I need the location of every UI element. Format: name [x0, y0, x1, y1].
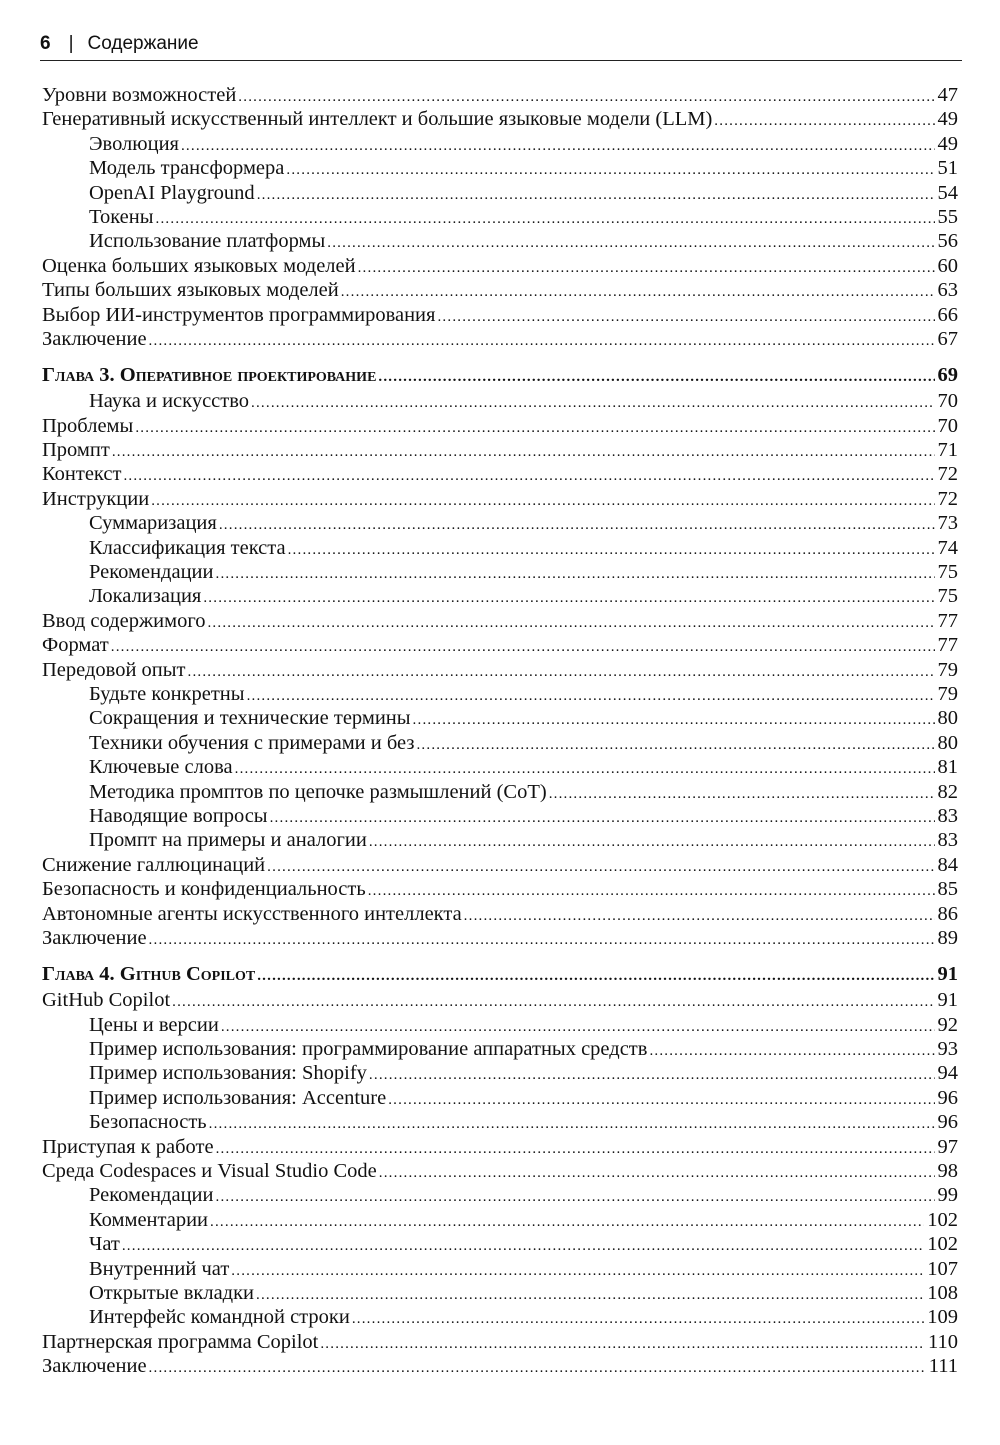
toc-dot-leader: [123, 464, 934, 486]
toc-entry[interactable]: [42, 205, 958, 229]
toc-dot-leader: [209, 1112, 935, 1134]
toc-entry[interactable]: [42, 536, 958, 560]
toc-dot-leader: [181, 134, 935, 156]
toc-entry-title: Среда Codespaces и Visual Studio Code: [42, 1160, 377, 1183]
toc-entry-title: Использование платформы: [89, 230, 326, 253]
toc-dot-leader: [416, 733, 934, 755]
toc-entry-title: Безопасность: [89, 1111, 207, 1134]
toc-entry-title: Комментарии: [89, 1208, 209, 1231]
toc-entry[interactable]: [42, 1183, 958, 1207]
toc-entry-page: 47: [937, 84, 958, 106]
toc-entry-page: 73: [937, 512, 958, 535]
toc-entry-page: 93: [937, 1038, 958, 1061]
toc-entry-page: 96: [937, 1086, 958, 1109]
toc-entry[interactable]: [42, 902, 958, 926]
toc-entry-page: 83: [937, 804, 958, 827]
toc-dot-leader: [352, 1307, 924, 1329]
toc-dot-leader: [270, 806, 935, 828]
toc-entry[interactable]: [42, 1305, 958, 1329]
toc-entry-page: 102: [927, 1208, 958, 1231]
toc-dot-leader: [388, 1088, 934, 1110]
toc-entry-page: 70: [937, 414, 958, 437]
toc-entry[interactable]: [42, 1232, 958, 1256]
toc-entry[interactable]: [42, 278, 958, 302]
toc-entry-page: 80: [937, 707, 958, 730]
toc-entry-title: Наводящие вопросы: [89, 804, 268, 827]
toc-entry-page: 92: [937, 1013, 958, 1036]
toc-entry[interactable]: [42, 682, 958, 706]
toc-dot-leader: [379, 1161, 935, 1183]
toc-dot-leader: [714, 109, 934, 131]
toc-entry-title: Чат: [89, 1233, 120, 1256]
toc-entry[interactable]: [42, 658, 958, 682]
toc-entry-title: Уровни возможностей: [42, 84, 237, 106]
toc-entry[interactable]: [42, 1061, 958, 1085]
toc-entry-page: 109: [927, 1306, 958, 1329]
toc-entry-page: 49: [937, 132, 958, 155]
toc-entry-page: 69: [937, 364, 958, 387]
toc-entry[interactable]: [42, 511, 958, 535]
toc-entry-page: 77: [937, 609, 958, 632]
toc-entry-page: 98: [937, 1160, 958, 1183]
toc-entry[interactable]: [42, 107, 958, 131]
toc-entry-title: Заключение: [42, 926, 147, 949]
toc-dot-leader: [368, 879, 935, 901]
toc-entry[interactable]: [42, 462, 958, 486]
toc-entry-title: Безопасность и конфиденциальность: [42, 878, 366, 901]
toc-entry[interactable]: [42, 706, 958, 730]
toc-entry-page: 72: [937, 463, 958, 486]
toc-entry-page: 99: [937, 1184, 958, 1207]
toc-dot-leader: [216, 1185, 935, 1207]
toc-entry-title: Автономные агенты искусственного интеллекта: [42, 902, 462, 925]
toc-dot-leader: [238, 85, 934, 107]
toc-entry[interactable]: [42, 609, 958, 633]
toc-dot-leader: [188, 660, 935, 682]
toc-dot-leader: [156, 207, 935, 229]
toc-entry[interactable]: [42, 438, 958, 462]
toc-entry-page: 60: [937, 254, 958, 277]
toc-entry-title: Ключевые слова: [89, 756, 233, 779]
toc-entry[interactable]: [42, 1037, 958, 1061]
toc-entry-page: 71: [937, 439, 958, 462]
toc-entry-title: Промпт на примеры и аналогии: [89, 829, 367, 852]
toc-entry-title: Оценка больших языковых моделей: [42, 254, 356, 277]
toc-dot-leader: [320, 1332, 925, 1354]
toc-entry-title: Техники обучения с примерами и без: [89, 731, 415, 754]
toc-entry[interactable]: [42, 853, 958, 877]
toc-entry[interactable]: [42, 229, 958, 253]
toc-entry[interactable]: [42, 1330, 958, 1354]
toc-dot-leader: [149, 1356, 926, 1378]
toc-entry[interactable]: [42, 877, 958, 901]
toc-dot-leader: [257, 960, 934, 988]
toc-entry[interactable]: [42, 1135, 958, 1159]
toc-entry[interactable]: [42, 731, 958, 755]
toc-entry-title: Пример использования: Shopify: [89, 1062, 367, 1085]
toc-entry-page: 72: [937, 487, 958, 510]
toc-entry[interactable]: [42, 1159, 958, 1183]
toc-chapter-entry[interactable]: [42, 359, 958, 389]
toc-entry-title: Модель трансформера: [89, 157, 285, 180]
toc-dot-leader: [286, 158, 934, 180]
toc-entry-page: 82: [937, 780, 958, 803]
toc-dot-leader: [288, 538, 935, 560]
toc-entry-title: Формат: [42, 634, 109, 657]
toc-entry-title: Инструкции: [42, 487, 150, 510]
toc-dot-leader: [464, 904, 935, 926]
toc-entry-page: 75: [937, 561, 958, 584]
toc-entry-page: 56: [937, 230, 958, 253]
toc-entry-title: Локализация: [89, 585, 202, 608]
toc-entry-page: 110: [928, 1330, 958, 1353]
toc-entry-title: Типы больших языковых моделей: [42, 279, 339, 302]
toc-entry-page: 94: [937, 1062, 958, 1085]
toc-entry-title: Рекомендации: [89, 1184, 214, 1207]
toc-entry[interactable]: [42, 414, 958, 438]
toc-entry-page: 66: [937, 303, 958, 326]
toc-dot-leader: [369, 1063, 935, 1085]
toc-dot-leader: [378, 361, 934, 389]
toc-dot-leader: [267, 855, 934, 877]
toc-dot-leader: [327, 231, 934, 253]
toc-dot-leader: [221, 1015, 935, 1037]
toc-entry[interactable]: [42, 181, 958, 205]
toc-entry[interactable]: [42, 1281, 958, 1305]
toc-entry-title: OpenAI Playground: [89, 181, 255, 204]
toc-entry-page: 49: [937, 108, 958, 131]
toc-dot-leader: [549, 782, 935, 804]
toc-entry[interactable]: [42, 828, 958, 852]
toc-entry[interactable]: [42, 1354, 958, 1378]
toc-entry-title: Открытые вкладки: [89, 1281, 255, 1304]
toc-entry-page: 89: [937, 926, 958, 949]
toc-entry-page: 107: [927, 1257, 958, 1280]
toc-entry-title: Пример использования: Accenture: [89, 1086, 387, 1109]
toc-entry-title: Контекст: [42, 463, 122, 486]
toc-dot-leader: [369, 830, 935, 852]
toc-entry[interactable]: [42, 755, 958, 779]
toc-entry[interactable]: [42, 156, 958, 180]
toc-entry[interactable]: [42, 389, 958, 413]
toc-entry-title: Приступая к работе: [42, 1135, 214, 1158]
toc-entry-title: Генеративный искусственный интеллект и большие языковые модели (LLM): [42, 108, 713, 131]
toc-entry[interactable]: [42, 560, 958, 584]
toc-entry-page: 51: [937, 157, 958, 180]
toc-entry[interactable]: [42, 83, 958, 107]
toc-entry-page: 84: [937, 853, 958, 876]
toc-entry-title: Заключение: [42, 327, 147, 350]
toc-entry-page: 83: [937, 829, 958, 852]
toc-entry-title: Промпт: [42, 439, 110, 462]
toc-chapter-entry[interactable]: [42, 958, 958, 988]
toc-entry-page: 81: [937, 756, 958, 779]
toc-entry-page: 111: [928, 1355, 958, 1378]
toc-dot-leader: [235, 757, 935, 779]
toc-entry[interactable]: [42, 988, 958, 1012]
toc-entry-title: Цены и версии: [89, 1013, 219, 1036]
toc-entry-title: Глава 3. Оперативное проектирование: [42, 364, 377, 387]
toc-dot-leader: [122, 1234, 924, 1256]
toc-dot-leader: [172, 990, 934, 1012]
toc-entry-page: 67: [937, 327, 958, 350]
page-number: 6: [40, 33, 51, 54]
toc-dot-leader: [111, 635, 935, 657]
toc-dot-leader: [216, 1137, 935, 1159]
toc-entry-page: 54: [937, 181, 958, 204]
toc-entry-page: 55: [937, 205, 958, 228]
toc-entry-page: 91: [937, 963, 958, 986]
toc-dot-leader: [437, 305, 934, 327]
toc-entry-page: 75: [937, 585, 958, 608]
toc-dot-leader: [341, 280, 935, 302]
toc-dot-leader: [149, 928, 935, 950]
toc-entry[interactable]: [42, 254, 958, 278]
toc-dot-leader: [649, 1039, 934, 1061]
toc-dot-leader: [413, 708, 935, 730]
toc-dot-leader: [135, 416, 934, 438]
toc-entry-page: 91: [937, 989, 958, 1012]
toc-dot-leader: [257, 183, 935, 205]
toc-entry-title: Классификация текста: [89, 536, 286, 559]
toc-entry-page: 108: [927, 1281, 958, 1304]
toc-dot-leader: [210, 1210, 924, 1232]
toc-entry-title: Суммаризация: [89, 512, 217, 535]
toc-entry[interactable]: [42, 1257, 958, 1281]
toc-entry-title: Эволюция: [89, 132, 179, 155]
toc-entry-title: Интерфейс командной строки: [89, 1306, 350, 1329]
section-title: Содержание: [87, 33, 199, 54]
toc-entry-page: 80: [937, 731, 958, 754]
toc-entry-page: 79: [937, 658, 958, 681]
running-header: [40, 32, 962, 61]
toc-dot-leader: [149, 329, 935, 351]
toc-entry-title: Внутренний чат: [89, 1257, 230, 1280]
toc-dot-leader: [256, 1283, 924, 1305]
toc-entry[interactable]: [42, 633, 958, 657]
toc-dot-leader: [219, 513, 935, 535]
toc-entry-title: Ввод содержимого: [42, 609, 206, 632]
toc-entry-title: Сокращения и технические термины: [89, 707, 411, 730]
toc-entry-title: Рекомендации: [89, 561, 214, 584]
toc-entry-title: Методика промптов по цепочке размышлений (CoT): [89, 780, 547, 803]
toc-entry-title: Будьте конкретны: [89, 682, 245, 705]
toc-entry[interactable]: [42, 1110, 958, 1134]
toc-entry-title: Партнерская программа Copilot: [42, 1330, 319, 1353]
toc-entry-title: GitHub Copilot: [42, 989, 171, 1012]
table-of-contents: [42, 83, 958, 1379]
toc-entry-page: 70: [937, 390, 958, 413]
toc-entry-page: 97: [937, 1135, 958, 1158]
toc-entry[interactable]: [42, 584, 958, 608]
toc-entry-title: Наука и искусство: [89, 390, 250, 413]
toc-entry-page: 77: [937, 634, 958, 657]
toc-dot-leader: [358, 256, 935, 278]
toc-entry[interactable]: [42, 1208, 958, 1232]
toc-entry-title: Токены: [89, 205, 154, 228]
toc-entry-title: Заключение: [42, 1355, 147, 1378]
toc-dot-leader: [151, 489, 934, 511]
toc-entry-page: 63: [937, 279, 958, 302]
toc-entry[interactable]: [42, 804, 958, 828]
toc-entry-title: Глава 4. Github Copilot: [42, 963, 256, 986]
toc-entry[interactable]: [42, 487, 958, 511]
toc-entry[interactable]: [42, 1086, 958, 1110]
toc-entry-page: 102: [927, 1233, 958, 1256]
toc-dot-leader: [231, 1259, 924, 1281]
toc-entry-title: Пример использования: программирование аппаратных средств: [89, 1038, 648, 1061]
toc-entry[interactable]: [42, 780, 958, 804]
toc-dot-leader: [251, 391, 934, 413]
toc-entry-page: 86: [937, 902, 958, 925]
header-separator: |: [68, 33, 74, 54]
toc-dot-leader: [247, 684, 935, 706]
toc-entry[interactable]: [42, 1013, 958, 1037]
toc-entry-page: 85: [937, 878, 958, 901]
toc-entry-title: Проблемы: [42, 414, 134, 437]
toc-entry[interactable]: [42, 132, 958, 156]
toc-entry[interactable]: [42, 303, 958, 327]
toc-entry[interactable]: [42, 926, 958, 950]
toc-dot-leader: [216, 562, 935, 584]
toc-entry-page: 74: [937, 536, 958, 559]
toc-entry-page: 96: [937, 1111, 958, 1134]
toc-entry-title: Выбор ИИ-инструментов программирования: [42, 303, 436, 326]
toc-entry-title: Передовой опыт: [42, 658, 186, 681]
toc-entry-page: 79: [937, 682, 958, 705]
toc-dot-leader: [207, 611, 934, 633]
toc-dot-leader: [112, 440, 935, 462]
toc-entry[interactable]: [42, 327, 958, 351]
toc-dot-leader: [203, 586, 934, 608]
toc-entry-title: Снижение галлюцинаций: [42, 853, 266, 876]
